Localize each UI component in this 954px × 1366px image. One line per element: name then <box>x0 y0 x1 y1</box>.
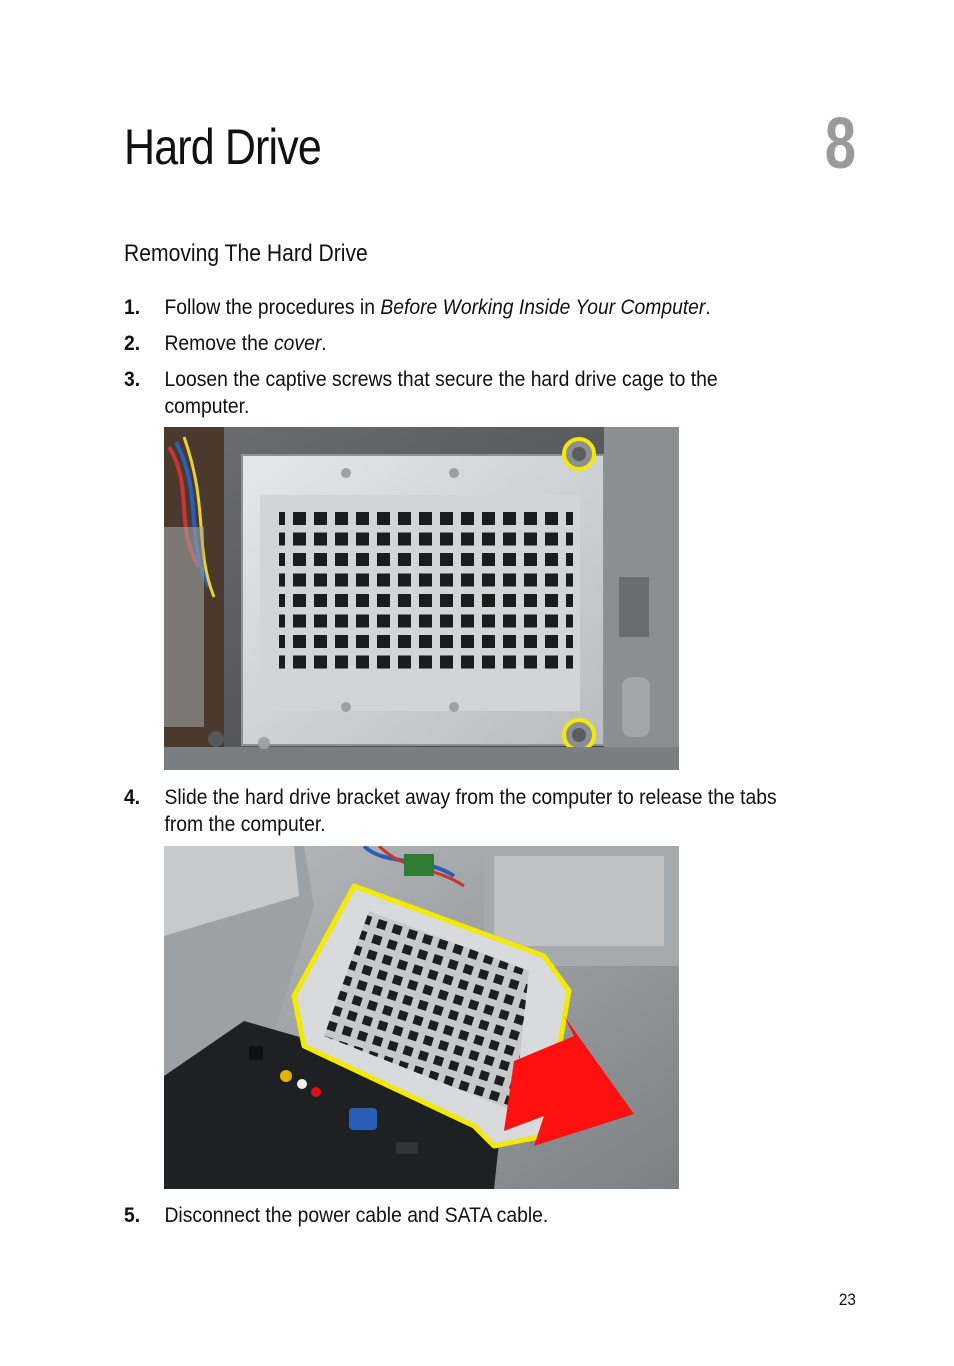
photo-slide-bracket <box>164 846 679 1189</box>
hard-drive-bracket-illustration <box>164 846 679 1189</box>
chapter-number: 8 <box>824 104 856 184</box>
step-number: 1. <box>124 296 141 319</box>
hard-drive-cage-illustration <box>164 427 679 770</box>
step-number: 3. <box>124 368 141 391</box>
step-number: 5. <box>124 1204 141 1227</box>
link-before-working[interactable]: Before Working Inside Your Computer <box>380 296 706 319</box>
photo-hard-drive-cage-screws <box>164 427 679 770</box>
page-number: 23 <box>838 1290 856 1309</box>
step-text: Loosen the captive screws that secure the hard drive cage to the computer. <box>164 368 718 418</box>
step-text: Remove the cover. <box>164 332 327 355</box>
link-cover[interactable]: cover <box>274 332 322 355</box>
step-text: Slide the hard drive bracket away from the computer to release the tabs from the computer. <box>164 786 777 836</box>
step-number: 4. <box>124 786 141 809</box>
section-title: Removing The Hard Drive <box>124 240 368 267</box>
step-number: 2. <box>124 332 141 355</box>
chapter-title: Hard Drive <box>124 119 321 175</box>
step-text: Disconnect the power cable and SATA cable. <box>164 1204 549 1227</box>
step-text: Follow the procedures in Before Working Inside Your Computer. <box>164 296 711 319</box>
